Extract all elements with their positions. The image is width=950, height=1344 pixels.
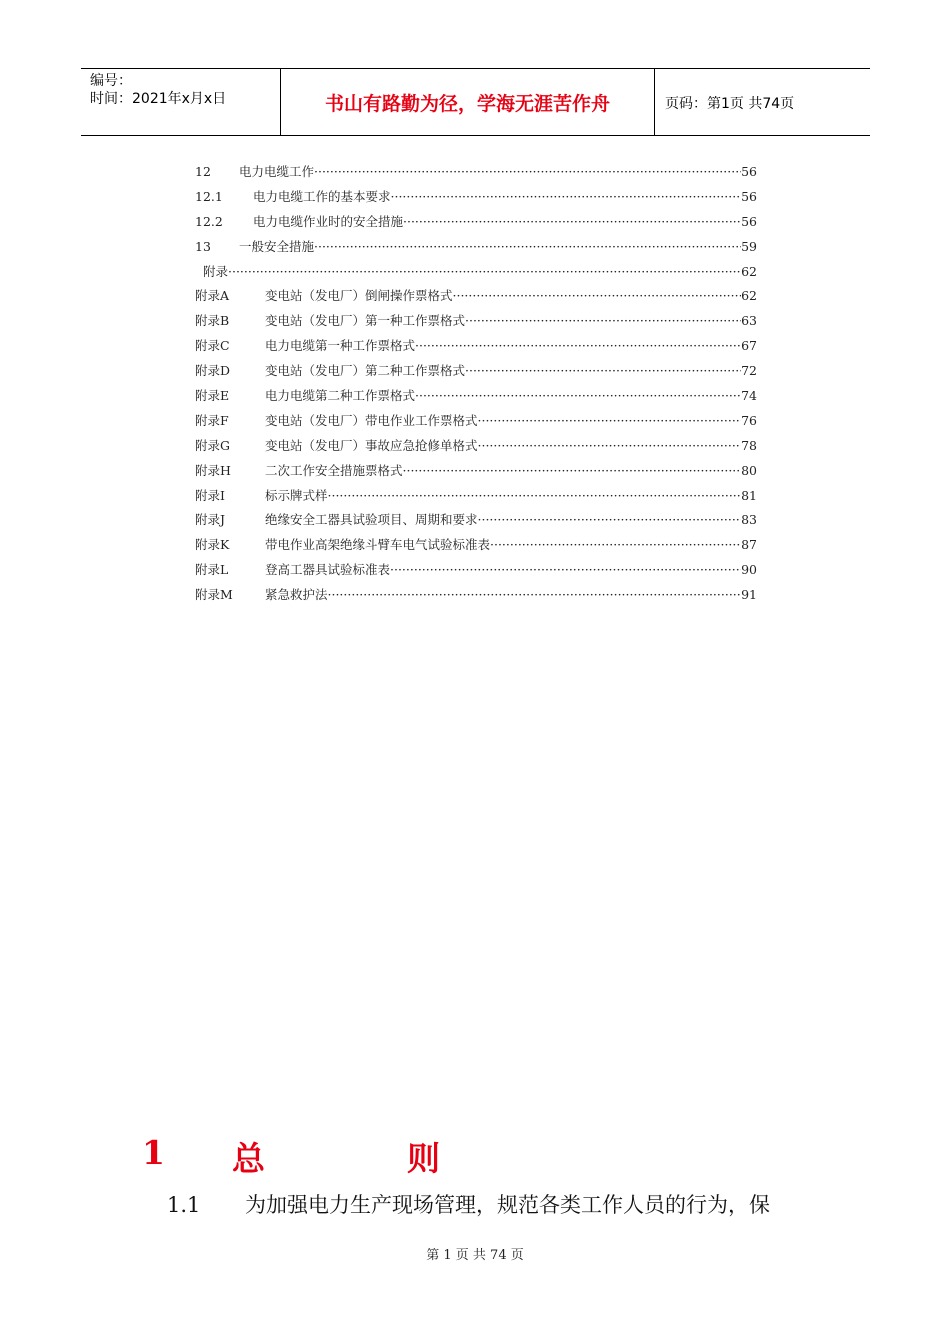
toc-entry-page: 80 (741, 462, 757, 478)
toc-entry-page: 63 (741, 313, 757, 329)
toc-entry-number: 附录M (195, 587, 233, 603)
toc-entry-number: 附录G (195, 437, 230, 453)
toc-entry-page: 90 (741, 562, 757, 578)
toc-entry-title: 登高工器具试验标准表 (265, 562, 391, 578)
toc-entry[interactable] (195, 334, 757, 359)
toc-leader-dots (490, 533, 741, 558)
toc-entry[interactable] (195, 359, 757, 384)
toc-leader-dots (328, 583, 742, 608)
toc-entry-page: 62 (741, 263, 757, 279)
toc-entry-title: 附录 (203, 263, 229, 279)
paragraph-number: 1.1 (167, 1193, 201, 1217)
toc-entry-number: 附录C (195, 338, 230, 354)
header-motto: 书山有路勤为径，学海无涯苦作舟 (281, 69, 655, 135)
toc-entry-number: 附录E (195, 388, 230, 404)
toc-entry-number: 附录J (195, 512, 226, 528)
toc-entry-number: 12.1 (195, 188, 223, 204)
toc-entry-number: 附录I (195, 487, 225, 503)
toc-entry[interactable] (195, 260, 757, 285)
toc-entry-number: 13 (195, 238, 211, 254)
toc-leader-dots (391, 185, 742, 210)
toc-entry[interactable] (195, 384, 757, 409)
toc-entry-title: 电力电缆工作的基本要求 (253, 188, 391, 204)
toc-entry-title: 带电作业高架绝缘斗臂车电气试验标准表 (265, 537, 491, 553)
toc-entry-number: 附录F (195, 412, 229, 428)
toc-leader-dots (328, 484, 742, 509)
toc-entry-title: 电力电缆作业时的安全措施 (253, 213, 404, 229)
toc-entry-title: 一般安全措施 (239, 238, 315, 254)
toc-leader-dots (314, 160, 741, 185)
toc-entry-title: 变电站（发电厂）第一种工作票格式 (265, 313, 466, 329)
toc-entry-title: 电力电缆第二种工作票格式 (265, 388, 416, 404)
toc-entry[interactable] (195, 434, 757, 459)
toc-leader-dots (465, 359, 741, 384)
toc-entry-page: 56 (741, 164, 757, 179)
toc-entry[interactable] (195, 409, 757, 434)
table-of-contents (195, 160, 757, 608)
chapter-number: 1 (142, 1133, 165, 1172)
toc-entry-title: 电力电缆第一种工作票格式 (265, 338, 416, 354)
toc-entry-title: 紧急救护法 (265, 587, 328, 603)
toc-entry[interactable] (195, 484, 757, 509)
toc-entry-page: 59 (741, 238, 757, 254)
toc-entry[interactable] (195, 160, 757, 185)
header-page-info: 页码：第1页 共74页 (665, 96, 795, 112)
page-header (81, 68, 870, 136)
toc-entry-title: 二次工作安全措施票格式 (265, 462, 403, 478)
toc-entry[interactable] (195, 583, 757, 608)
toc-leader-dots (465, 309, 741, 334)
toc-entry-number: 附录H (195, 462, 231, 478)
header-meta-cell (81, 69, 281, 135)
toc-entry[interactable] (195, 533, 757, 558)
toc-leader-dots (228, 260, 741, 285)
toc-entry-title: 标示牌式样 (265, 487, 328, 503)
toc-entry[interactable] (195, 284, 757, 309)
page-footer: 第 1 页 共 74 页 (426, 1248, 524, 1263)
toc-entry-title: 绝缘安全工器具试验项目、周期和要求 (265, 512, 478, 528)
toc-entry-page: 87 (741, 537, 757, 553)
toc-entry-title: 变电站（发电厂）带电作业工作票格式 (265, 412, 478, 428)
toc-leader-dots (415, 384, 741, 409)
toc-entry-number: 附录B (195, 313, 230, 329)
toc-entry-page: 83 (741, 512, 757, 528)
chapter-title-first: 总 (232, 1139, 265, 1178)
body-paragraph (167, 1187, 847, 1223)
toc-entry-page: 78 (741, 437, 757, 453)
toc-entry-page: 62 (741, 288, 757, 304)
toc-leader-dots (478, 508, 742, 533)
toc-leader-dots (478, 434, 742, 459)
toc-leader-dots (415, 334, 741, 359)
toc-entry[interactable] (195, 210, 757, 235)
document-number-label: 编号： (90, 73, 132, 89)
toc-entry-number: 附录K (195, 537, 230, 553)
toc-entry-page: 74 (741, 388, 757, 404)
toc-entry[interactable] (195, 459, 757, 484)
toc-entry-title: 变电站（发电厂）事故应急抢修单格式 (265, 437, 478, 453)
toc-entry-number: 附录D (195, 363, 231, 379)
toc-leader-dots (478, 409, 742, 434)
toc-entry-title: 电力电缆工作 (239, 164, 315, 179)
chapter-title-second: 则 (407, 1139, 440, 1178)
toc-entry-title: 变电站（发电厂）第二种工作票格式 (265, 363, 466, 379)
toc-leader-dots (453, 284, 742, 309)
toc-entry[interactable] (195, 309, 757, 334)
toc-entry-page: 76 (741, 412, 757, 428)
toc-leader-dots (403, 459, 742, 484)
toc-entry[interactable] (195, 558, 757, 583)
toc-entry-number: 附录L (195, 562, 229, 578)
document-time-label: 时间：2021年x月x日 (90, 91, 227, 107)
paragraph-text: 为加强电力生产现场管理，规范各类工作人员的行为，保 (245, 1193, 770, 1217)
toc-leader-dots (390, 558, 741, 583)
toc-entry-number: 12 (195, 164, 211, 179)
toc-entry-page: 56 (741, 188, 757, 204)
toc-entry-page: 81 (741, 487, 757, 503)
toc-entry-page: 72 (741, 363, 757, 379)
toc-entry-number: 12.2 (195, 213, 223, 229)
toc-entry[interactable] (195, 185, 757, 210)
toc-entry-page: 91 (741, 587, 757, 603)
toc-entry-number: 附录A (195, 288, 230, 304)
toc-entry-page: 67 (741, 338, 757, 354)
toc-entry-page: 56 (741, 213, 757, 229)
toc-entry-title: 变电站（发电厂）倒闸操作票格式 (265, 288, 453, 304)
toc-entry[interactable] (195, 235, 757, 260)
toc-leader-dots (403, 210, 741, 235)
toc-entry[interactable] (195, 508, 757, 533)
toc-leader-dots (314, 235, 741, 260)
